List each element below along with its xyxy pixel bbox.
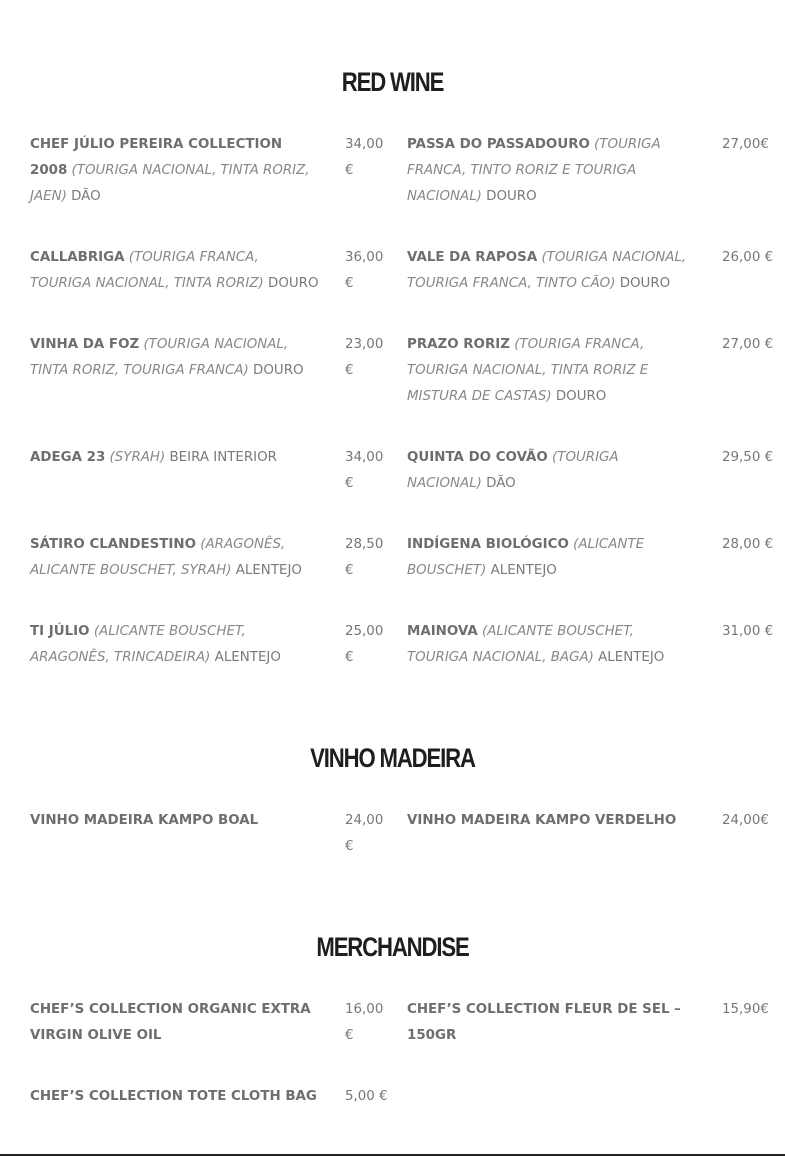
item-grapes: (TOURIGA FRANCA, TOURIGA NACIONAL, TINTA RORIZ E MISTURA DE CASTAS) bbox=[407, 337, 649, 404]
item-name: PRAZO RORIZ bbox=[407, 337, 510, 352]
item-name: QUINTA DO COVÃO bbox=[407, 450, 548, 465]
item-grapes: (TOURIGA NACIONAL, TOURIGA FRANCA, TINTO CÃO) bbox=[407, 250, 687, 291]
item-name: CHEF’S COLLECTION TOTE CLOTH BAG bbox=[30, 1089, 317, 1104]
item-name: TI JÚLIO bbox=[30, 624, 90, 639]
bottom-divider bbox=[0, 1154, 785, 1156]
item-grapes: (ALICANTE BOUSCHET, ARAGONÊS, TRINCADEIRA) bbox=[30, 624, 246, 665]
item-name: CHEF JÚLIO PEREIRA COLLECTION 2008 bbox=[30, 137, 283, 178]
item-grapes: (TOURIGA NACIONAL, TINTA RORIZ, TOURIGA FRANCA) bbox=[30, 337, 289, 378]
item-name: VALE DA RAPOSA bbox=[407, 250, 538, 265]
item-price: 34,00 € bbox=[345, 450, 384, 491]
menu-item bbox=[407, 332, 687, 410]
item-name: SÁTIRO CLANDESTINO bbox=[30, 537, 196, 552]
item-price: 5,00 € bbox=[345, 1089, 388, 1104]
item-region: ALENTEJO bbox=[598, 650, 665, 665]
item-price: 27,00 € bbox=[722, 337, 774, 352]
item-region: ALENTEJO bbox=[490, 563, 557, 578]
item-name: CHEF’S COLLECTION FLEUR DE SEL – 150GR bbox=[407, 1002, 681, 1043]
item-name: VINHO MADEIRA KAMPO BOAL bbox=[30, 813, 259, 828]
menu-item bbox=[30, 997, 322, 1049]
menu-item bbox=[30, 445, 322, 471]
item-price: 24,00 € bbox=[345, 813, 384, 854]
menu-item bbox=[30, 619, 322, 671]
menu-item bbox=[407, 997, 687, 1049]
item-price: 27,00€ bbox=[722, 137, 769, 152]
item-price: 25,00 € bbox=[345, 624, 384, 665]
item-price: 36,00 € bbox=[345, 250, 384, 291]
menu-item bbox=[30, 808, 322, 834]
item-name: PASSA DO PASSADOURO bbox=[407, 137, 590, 152]
item-price: 16,00 € bbox=[345, 1002, 384, 1043]
item-region: ALENTEJO bbox=[214, 650, 281, 665]
item-price: 15,90€ bbox=[722, 1002, 769, 1017]
item-grapes: (ALICANTE BOUSCHET) bbox=[407, 537, 645, 578]
item-grapes: (TOURIGA FRANCA, TINTO RORIZ E TOURIGA NACIONAL) bbox=[407, 137, 661, 204]
item-grapes: (TOURIGA NACIONAL, TINTA RORIZ, JAEN) bbox=[30, 163, 310, 204]
item-region: DOURO bbox=[268, 276, 319, 291]
menu-item bbox=[407, 445, 687, 497]
item-region: ALENTEJO bbox=[235, 563, 302, 578]
item-name: INDÍGENA BIOLÓGICO bbox=[407, 537, 569, 552]
menu-item bbox=[30, 132, 322, 210]
section-title-vinho-madeira: VINHO MADEIRA bbox=[310, 743, 475, 773]
section-title-merchandise: MERCHANDISE bbox=[316, 932, 469, 962]
item-grapes: (TOURIGA NACIONAL) bbox=[407, 450, 619, 491]
item-price: 34,00 € bbox=[345, 137, 384, 178]
menu-item bbox=[407, 132, 687, 210]
item-region: BEIRA INTERIOR bbox=[169, 450, 277, 465]
item-name: CALLABRIGA bbox=[30, 250, 125, 265]
section-title-red-wine: RED WINE bbox=[341, 67, 444, 97]
item-region: DOURO bbox=[486, 189, 537, 204]
item-name: VINHO MADEIRA KAMPO VERDELHO bbox=[407, 813, 677, 828]
item-price: 24,00€ bbox=[722, 813, 769, 828]
menu-item bbox=[407, 619, 687, 671]
menu-item bbox=[407, 808, 687, 834]
item-region: DÃO bbox=[486, 476, 516, 491]
item-name: ADEGA 23 bbox=[30, 450, 106, 465]
item-region: DOURO bbox=[555, 389, 607, 404]
item-region: DÃO bbox=[71, 189, 101, 204]
item-name: MAINOVA bbox=[407, 624, 478, 639]
item-price: 28,00 € bbox=[722, 537, 774, 552]
item-price: 28,50 € bbox=[345, 537, 384, 578]
item-name: VINHA DA FOZ bbox=[30, 337, 140, 352]
menu-item bbox=[30, 245, 322, 297]
menu-item bbox=[30, 532, 322, 584]
menu-item bbox=[30, 1084, 322, 1110]
item-price: 26,00 € bbox=[722, 250, 774, 265]
item-name: CHEF’S COLLECTION ORGANIC EXTRA VIRGIN OLIVE OIL bbox=[30, 1002, 311, 1043]
item-grapes: (TOURIGA FRANCA, TOURIGA NACIONAL, TINTA RORIZ) bbox=[30, 250, 264, 291]
item-grapes: (SYRAH) bbox=[109, 450, 166, 465]
menu-item bbox=[407, 245, 687, 297]
menu-item bbox=[407, 532, 687, 584]
item-price: 29,50 € bbox=[722, 450, 774, 465]
item-region: DOURO bbox=[619, 276, 671, 291]
item-region: DOURO bbox=[253, 363, 304, 378]
item-grapes: (ALICANTE BOUSCHET, TOURIGA NACIONAL, BAGA) bbox=[407, 624, 634, 665]
item-price: 23,00 € bbox=[345, 337, 384, 378]
item-price: 31,00 € bbox=[722, 624, 774, 639]
item-grapes: (ARAGONÊS, ALICANTE BOUSCHET, SYRAH) bbox=[30, 537, 286, 578]
menu-item bbox=[30, 332, 322, 384]
